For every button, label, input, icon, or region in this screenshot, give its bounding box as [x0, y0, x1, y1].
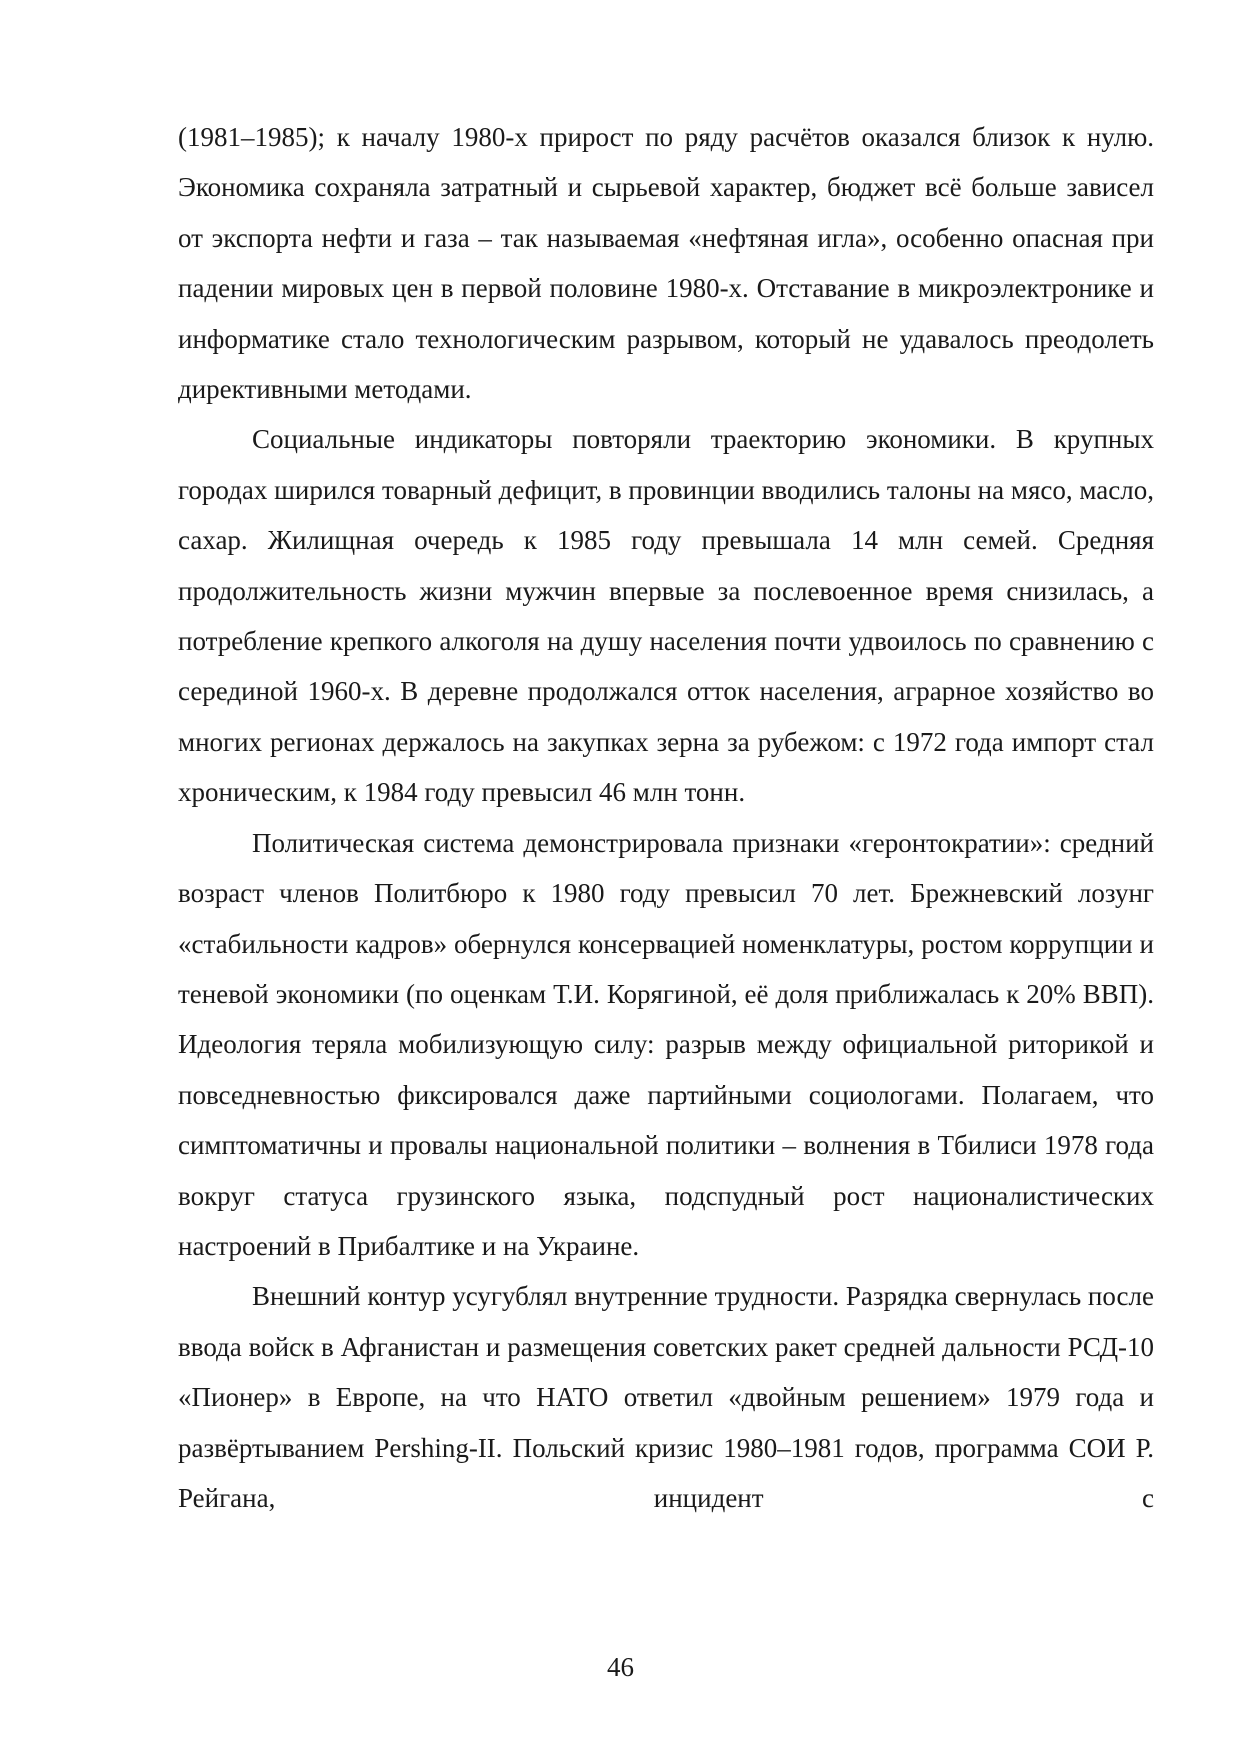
paragraph-external-contour: Внешний контур усугублял внутренние трудности. Разрядка свернулась после ввода войск в Афганистан и размещения советских ракет средней дальности РСД-10 «Пионер» в Европе, на что НАТО ответил «двойным решением» 1979 года и развёртыванием Pershing-II. Польский кризис 1980–1981 годов, программа СОИ Р. Рейгана, инцидент с	[178, 1281, 1154, 1513]
page-number: 46	[607, 1652, 634, 1682]
paragraph-continued: (1981–1985); к началу 1980-х прирост по ряду расчётов оказался близок к нулю. Экономика сохраняла затратный и сырьевой характер, бюджет всё больше зависел от экспорта нефти и газа – так называемая «нефтяная игла», особенно опасная при падении мировых цен в первой половине 1980-х. Отставание в микроэлектронике и информатике стало технологическим разрывом, который не удавалось преодолеть директивными методами.	[178, 122, 1154, 405]
paragraph-social-indicators: Социальные индикаторы повторяли траекторию экономики. В крупных городах ширился товарный дефицит, в провинции вводились талоны на мясо, масло, сахар. Жилищная очередь к 1985 году превышала 14 млн семей. Средняя продолжительность жизни мужчин впервые за послевоенное время снизилась, а потребление крепкого алкоголя на душу населения почти удвоилось по сравнению с серединой 1960-х. В деревне продолжался отток населения, аграрное хозяйство во многих регионах держалось на закупках зерна за рубежом: с 1972 года импорт стал хроническим, к 1984 году превысил 46 млн тонн.	[178, 424, 1154, 808]
body-text	[178, 112, 1154, 1523]
paragraph-political-system: Политическая система демонстрировала признаки «геронтократии»: средний возраст членов Политбюро к 1980 году превысил 70 лет. Брежневский лозунг «стабильности кадров» обернулся консервацией номенклатуры, ростом коррупции и теневой экономики (по оценкам Т.И. Корягиной, её доля приближалась к 20% ВВП). Идеология теряла мобилизующую силу: разрыв между официальной риторикой и повседневностью фиксировался даже партийными социологами. Полагаем, что симптоматичны и провалы национальной политики – волнения в Тбилиси 1978 года вокруг статуса грузинского языка, подспудный рост националистических настроений в Прибалтике и на Украине.	[178, 827, 1154, 1261]
